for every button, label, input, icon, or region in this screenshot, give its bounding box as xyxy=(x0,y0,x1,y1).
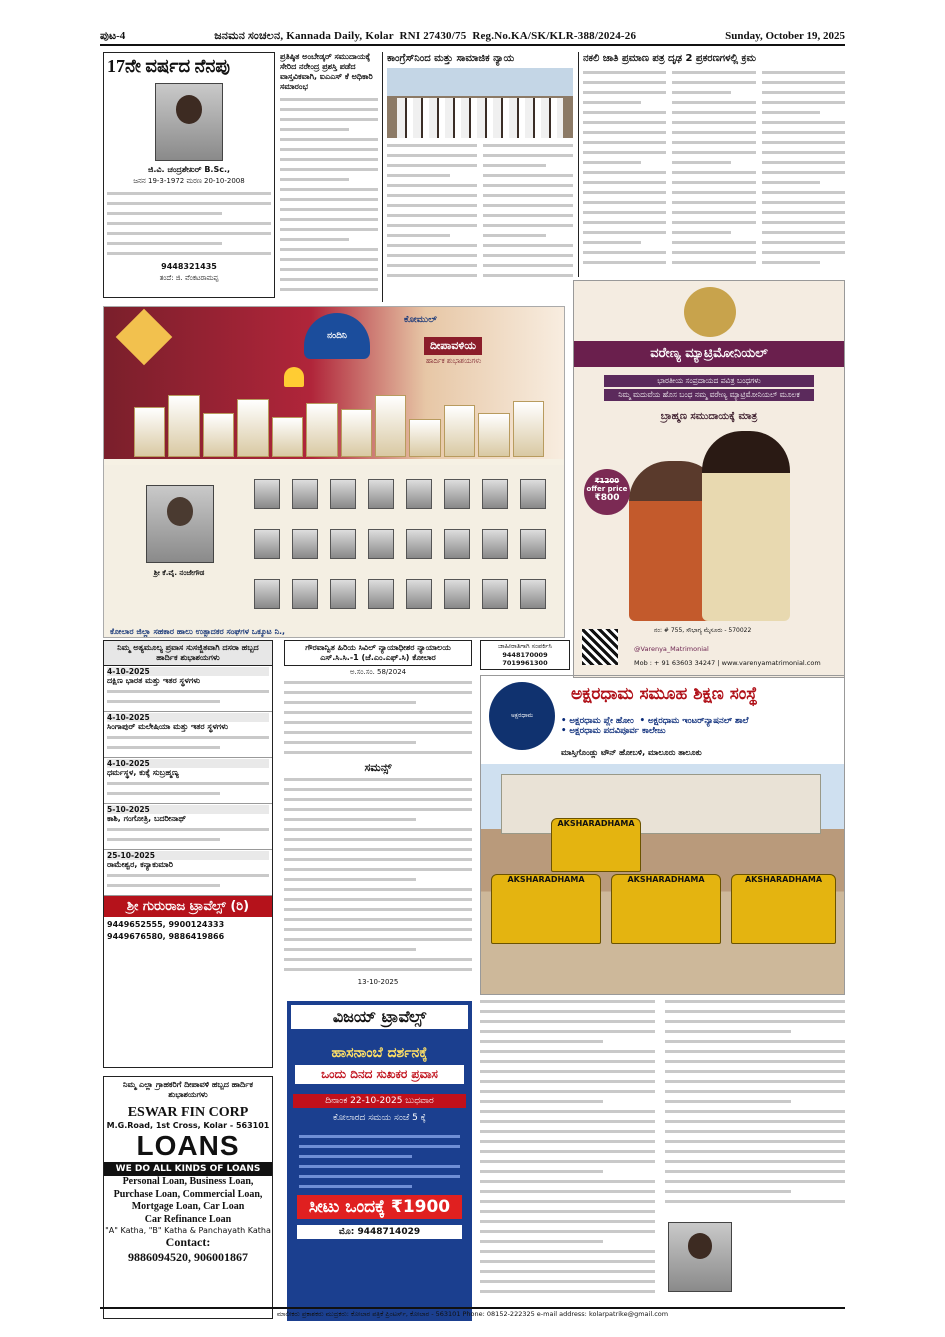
travel-heading: ನಿಮ್ಮ ಅತ್ಯಮೂಲ್ಯ ಪ್ರವಾಸ ಸುಸಜ್ಜಿತವಾಗಿ ದಸರಾ ಹಬ್ಬದ ಹಾರ್ದಿಕ ಶುಭಾಶಯಗಳು xyxy=(104,641,272,666)
article-caste-headline: ನಕಲಿ ಜಾತಿ ಪ್ರಮಾಣ ಪತ್ರ ದೃಢ 2 ಪ್ರಕರಣಗಳಲ್ಲಿ ಕ್ರಮ xyxy=(583,53,756,64)
vijay-title: ವಿಜಯ್ ಟ್ರಾವೆಲ್ಸ್ xyxy=(291,1005,468,1029)
member-photo xyxy=(482,579,508,609)
guruaja-travels-advertisement xyxy=(103,640,273,1068)
member-photo xyxy=(292,579,318,609)
akshardham-advertisement xyxy=(480,675,845,995)
adv-contact-phone1: 9448170009 xyxy=(502,651,548,659)
memorial-photo xyxy=(155,83,223,161)
offer-label: offer price xyxy=(586,485,628,493)
nandini-logo: ನಂದಿನಿ xyxy=(304,313,370,359)
chairman-name: ಶ್ರೀ ಕೆ.ವೈ. ನಂಜೇಗೌಡ xyxy=(153,569,205,577)
member-photo xyxy=(520,529,546,559)
trip-row xyxy=(104,666,272,712)
akshardham-title: ಅಕ್ಷರಧಾಮ ಸಮೂಹ ಶಿಕ್ಷಣ ಸಂಸ್ಥೆ xyxy=(571,684,758,704)
member-photo xyxy=(330,579,356,609)
loan-item: Car Refinance Loan xyxy=(144,1213,232,1225)
komul-footer: ಕೋಲಾರ ಜಿಲ್ಲಾ ಸಹಕಾರ ಹಾಲು ಉತ್ಪಾದಕರ ಸಂಘಗಳ ಒಕ್ಕೂಟ ನಿ., xyxy=(110,627,286,636)
article-congress xyxy=(387,52,573,302)
eswar-contact-label: Contact: xyxy=(165,1235,211,1249)
member-photo xyxy=(368,479,394,509)
trip-row xyxy=(104,850,272,896)
memorial-name: ಜಿ.ವಿ. ಚಂದ್ರಶೇಖರ್ B.Sc., xyxy=(147,165,231,174)
deepavali-label: ದೀಪಾವಳಿಯ xyxy=(424,337,482,355)
qr-code xyxy=(582,629,618,665)
vijay-travels-advertisement xyxy=(287,1001,472,1321)
offer-badge xyxy=(584,469,630,515)
matrimony-mobile: Mob : + 91 63603 34247 xyxy=(634,659,716,667)
komul-label: ಕೋಮುಲ್ xyxy=(404,315,437,325)
board-members xyxy=(104,465,564,638)
school-buses-photo xyxy=(481,764,844,995)
memorial-footer: ತಂದೆ: ಜಿ. ವೆಂಕಟರಾಮಪ್ಪ xyxy=(159,274,219,282)
member-photo xyxy=(482,479,508,509)
trip-date: 25-10-2025 xyxy=(107,851,269,860)
memorial-contact: 9448321435 xyxy=(161,262,217,271)
founder-photo xyxy=(668,1222,732,1292)
matrimony-community: ಬ್ರಾಹ್ಮಣ ಸಮುದಾಯಕ್ಕೆ ಮಾತ್ರ xyxy=(660,411,758,422)
trip-route: ದಕ್ಷಿಣ ಭಾರತ ಮತ್ತು ಇತರ ಸ್ಥಳಗಳು xyxy=(107,676,201,685)
paper-name: ಜನಮನ ಸಂಚಲನ xyxy=(214,29,281,42)
memorial-text xyxy=(107,192,271,255)
travel-company: ಶ್ರೀ ಗುರುರಾಜ ಟ್ರಾವೆಲ್ಸ್ (ರಿ) xyxy=(104,896,272,917)
court-notice-title: ಸಮನ್ಸ್ xyxy=(364,761,392,774)
page-number: ಪುಟ-4 xyxy=(100,29,126,42)
loan-item: Personal Loan, Business Loan, xyxy=(122,1176,254,1187)
vijay-time: ಕೋಲಾರದ ಸಮಯ ಸಂಜೆ 5 ಕ್ಕೆ xyxy=(333,1113,426,1123)
akshardham-sub1: ಅಕ್ಷರಧಾಮ ಪ್ಲೇ ಹೋಂ xyxy=(569,716,634,726)
eswar-greeting: ನಿಮ್ಮ ಎಲ್ಲಾ ಗ್ರಾಹಕರಿಗೆ ದೀಪಾವಳಿ ಹಬ್ಬದ ಹಾರ್ದಿಕ ಶುಭಾಶಯಗಳು xyxy=(123,1080,253,1099)
nandini-advertisement xyxy=(103,306,565,638)
varenya-logo-icon xyxy=(684,287,736,337)
member-photo xyxy=(368,579,394,609)
death-date: 20-10-2008 xyxy=(204,177,245,185)
article-congress-photo xyxy=(387,68,573,138)
varenya-matrimony-advertisement xyxy=(573,280,845,678)
trip-row xyxy=(104,758,272,804)
matrimony-website: www.varenyamatrimonial.com xyxy=(721,659,821,667)
court-notice-body1 xyxy=(284,681,472,754)
member-photo xyxy=(520,479,546,509)
rni-number: RNI 27430/75 xyxy=(399,29,467,42)
akshardham-col2 xyxy=(665,1000,845,1210)
court-case-number: ಅ.ಸಂ.ಸಂ. 58/2024 xyxy=(349,668,407,676)
member-photo xyxy=(406,579,432,609)
court-notice-head: ಗೌರವಾನ್ವಿತ ಹಿರಿಯ ಸಿವಿಲ್ ನ್ಯಾಯಾಧೀಶರ ನ್ಯಾಯಾಲಯ ಎಸ್.ಸಿ.ಸಿ.-1 (ಜೆ.ಎಂ.ಎಫ್.ಸಿ) ಕೋಲಾರ xyxy=(284,640,472,666)
memorial-notice xyxy=(103,52,275,298)
trip-route: ಧರ್ಮಸ್ಥಳ, ಕುಕ್ಕೆ ಸುಬ್ರಹ್ಮಣ್ಯ xyxy=(107,768,179,777)
adv-contact-label: ಜಾಹೀರಾತಿಗಾಗಿ ಸಂಪರ್ಕಿಸಿ xyxy=(498,642,552,650)
eswar-phones: 9886094520, 906001867 xyxy=(128,1250,248,1264)
trip-list xyxy=(104,666,272,896)
akshardham-sublines: • ಅಕ್ಷರಧಾಮ ಪ್ಲೇ ಹೋಂ • ಅಕ್ಷರಧಾಮ ಇಂಟರ್‌ನ್ಯಾಷನಲ್ ಶಾಲೆ • ಅಕ್ಷರಧಾಮ ಪದವಿಪೂರ್ವ ಕಾಲೇಜು xyxy=(561,716,749,736)
akshardham-logo: ಅಕ್ಷರಧಾಮ xyxy=(489,682,555,750)
trip-date: 4-10-2025 xyxy=(107,759,269,768)
member-photo xyxy=(254,479,280,509)
nandini-banner xyxy=(104,307,564,459)
matrimony-title: ವರೇಣ್ಯ ಮ್ಯಾಟ್ರಿಮೋನಿಯಲ್ xyxy=(574,341,844,367)
old-price: ₹1200 xyxy=(594,477,620,485)
trip-date: 5-10-2025 xyxy=(107,805,269,814)
court-notice-body2 xyxy=(284,778,472,971)
matrimony-line1: ಭಾರತೀಯ ಸಂಪ್ರದಾಯದ ಪವಿತ್ರ ಬಂಧಗಳು xyxy=(604,375,814,387)
member-photo xyxy=(444,479,470,509)
vijay-phone: ಮೊ: 9448714029 xyxy=(297,1225,462,1239)
akshardham-place: ಮಾಸ್ತಿಗೊಂಡ್ಲು ಟೌನ್ ಹೋಬಳಿ, ಮಾಲೂರು ತಾಲೂಕು xyxy=(561,748,702,757)
article-award-body xyxy=(280,98,378,291)
member-photo xyxy=(254,529,280,559)
article-award xyxy=(280,52,378,302)
issue-date: Sunday, October 19, 2025 xyxy=(725,30,845,42)
newspaper-page xyxy=(100,28,845,1320)
akshardham-sub2: ಅಕ್ಷರಧಾಮ ಇಂಟರ್‌ನ್ಯಾಷನಲ್ ಶಾಲೆ xyxy=(648,716,749,726)
travel-phone2: 9449676580, 9886419866 xyxy=(107,932,225,941)
paper-title: Kannada Daily, Kolar xyxy=(286,29,394,42)
article-congress-col1 xyxy=(387,144,477,284)
masthead xyxy=(100,28,845,46)
article-congress-col2 xyxy=(483,144,573,284)
trip-date: 4-10-2025 xyxy=(107,713,269,722)
matrimony-address: ನಂ: # 755, ಸೌಭಾಗ್ಯ ಮೈಸೂರು - 570022 xyxy=(654,627,752,634)
member-photo xyxy=(406,529,432,559)
article-caste-col2 xyxy=(672,71,755,271)
article-award-headline: ಪ್ರತಿಷ್ಠಿತ ಅಂಬೇಡ್ಕರ್ ಸಮುದಾಯಕ್ಕೆ ಸೇರಿದ ನರೇಂದ್ರ ಪ್ರಶಸ್ತಿ ಪಡೆದ ವಾಸ್ತವಿಕವಾಗಿ, ಐಎಎಸ್ ಕೆ ಅಧಿಕಾರಿ ಸಮಾರಂಭ xyxy=(280,52,373,91)
adv-contact-phone2: 7019961300 xyxy=(502,659,548,667)
court-notice-date: 13-10-2025 xyxy=(357,978,399,986)
member-photo xyxy=(330,529,356,559)
trip-route: ಕಾಶಿ, ಗಂಗೋತ್ರಿ, ಬದರೀನಾಥ್ xyxy=(107,814,187,823)
akshardham-sub3: ಅಕ್ಷರಧಾಮ ಪದವಿಪೂರ್ವ ಕಾಲೇಜು xyxy=(569,726,666,736)
vijay-line1: ಹಾಸನಾಂಬೆ ದರ್ಶನಕ್ಕೆ xyxy=(331,1045,428,1061)
article-congress-headline: ಕಾಂಗ್ರೆಸ್‌ನಿಂದ ಮತ್ತು ಸಾಮಾಜಿಕ ನ್ಯಾಯ xyxy=(387,53,515,64)
trip-date: 4-10-2025 xyxy=(107,667,269,676)
member-photo xyxy=(482,529,508,559)
bus-1: AKSHARADHAMA xyxy=(551,818,641,872)
akshardham-article xyxy=(480,1000,845,1300)
page-footer: ಮಾಲೀಕರು ಪ್ರಕಾಶಕರು ಮುದ್ರಕರು: ಕೋಲಾರ ಪತ್ರಿಕೆ ಪ್ರಿಂಟರ್ಸ್, ಕೋಲಾರ - 563101 Phone: 08152-222325 e-mail address: kolarpatrike@gmail.com xyxy=(100,1307,845,1319)
memorial-title: 17ನೇ ವರ್ಷದ ನೆನಪು xyxy=(107,56,231,76)
bus-2: AKSHARADHAMA xyxy=(491,874,601,944)
vijay-date: ದಿನಾಂಕ 22-10-2025 ಬುಧವಾರ xyxy=(293,1094,466,1108)
member-photo xyxy=(444,579,470,609)
trip-row xyxy=(104,804,272,850)
eswar-address: M.G.Road, 1st Cross, Kolar - 563101 xyxy=(106,1121,270,1130)
court-notice xyxy=(284,640,472,995)
member-photo xyxy=(406,479,432,509)
article-caste-certificate xyxy=(583,52,845,277)
masthead-center: ಜನಮನ ಸಂಚಲನ, Kannada Daily, Kolar RNI 27430/75 Reg.No.KA/SK/KLR-388/2024-26 xyxy=(214,29,637,42)
deepavali-sub: ಹಾರ್ದಿಕ ಶುಭಾಶಯಗಳು xyxy=(426,357,482,365)
member-photo xyxy=(254,579,280,609)
memorial-dates: ಜನನ 19-3-1972 ಮರಣ 20-10-2008 xyxy=(133,177,245,185)
travel-phone1: 9449652555, 9900124333 xyxy=(107,920,225,929)
eswar-katha: "A" Katha, "B" Katha & Panchayath Katha xyxy=(105,1226,271,1235)
lamp-icon xyxy=(284,367,304,387)
new-price: ₹800 xyxy=(594,493,620,503)
matrimony-line2: ನಿಮ್ಮ ಮದುವೆಯ ಹೊಸ ಬಂಧ ನಮ್ಮ ವರೇಣ್ಯ ಮ್ಯಾಟ್ರಿಮೋನಿಯಲ್ ಮೂಲಕ xyxy=(604,389,814,401)
akshardham-col1 xyxy=(480,1000,655,1300)
product-lineup xyxy=(134,387,544,457)
eswar-name: ESWAR FIN CORP xyxy=(127,1105,249,1120)
school-building xyxy=(501,774,821,834)
member-photo xyxy=(292,479,318,509)
eswar-loan-types xyxy=(104,1176,272,1226)
vijay-details xyxy=(299,1135,460,1188)
chairman-photo xyxy=(146,485,214,563)
loan-item: Purchase Loan, Commercial Loan, xyxy=(113,1188,263,1200)
eswar-bar: WE DO ALL KINDS OF LOANS xyxy=(104,1162,272,1176)
reg-number: Reg.No.KA/SK/KLR-388/2024-26 xyxy=(472,29,637,42)
member-photo xyxy=(444,529,470,559)
article-caste-col1 xyxy=(583,71,666,271)
matrimony-social: @Varenya_Matrimonial xyxy=(634,645,709,653)
groom-figure xyxy=(702,431,790,621)
advertising-contact xyxy=(480,640,570,670)
vijay-price: ಸೀಟು ಒಂದಕ್ಕೆ ₹1900 xyxy=(297,1195,462,1219)
eswar-fin-corp-advertisement xyxy=(103,1076,273,1319)
article-caste-col3 xyxy=(762,71,845,271)
loan-item: Mortgage Loan, Car Loan xyxy=(131,1201,245,1212)
matrimony-contact: Mob : + 91 63603 34247 | www.varenyamatrimonial.com xyxy=(634,659,821,667)
member-photo xyxy=(330,479,356,509)
member-photo xyxy=(368,529,394,559)
member-photo xyxy=(520,579,546,609)
bus-4: AKSHARADHAMA xyxy=(731,874,836,944)
trip-row xyxy=(104,712,272,758)
trip-route: ಸಿಂಗಾಪುರ್ ಮಲೇಷಿಯಾ ಮತ್ತು ಇತರ ಸ್ಥಳಗಳು xyxy=(107,722,229,731)
bus-3: AKSHARADHAMA xyxy=(611,874,721,944)
birth-date: 19-3-1972 xyxy=(148,177,185,185)
eswar-loans: LOANS xyxy=(136,1130,240,1161)
trip-route: ರಾಮೇಶ್ವರ, ಕನ್ಯಾಕುಮಾರಿ xyxy=(107,860,173,869)
vijay-line2: ಒಂದು ದಿನದ ಸುಖಕರ ಪ್ರವಾಸ xyxy=(295,1065,464,1084)
lantern-icon xyxy=(116,309,173,366)
member-photo xyxy=(292,529,318,559)
